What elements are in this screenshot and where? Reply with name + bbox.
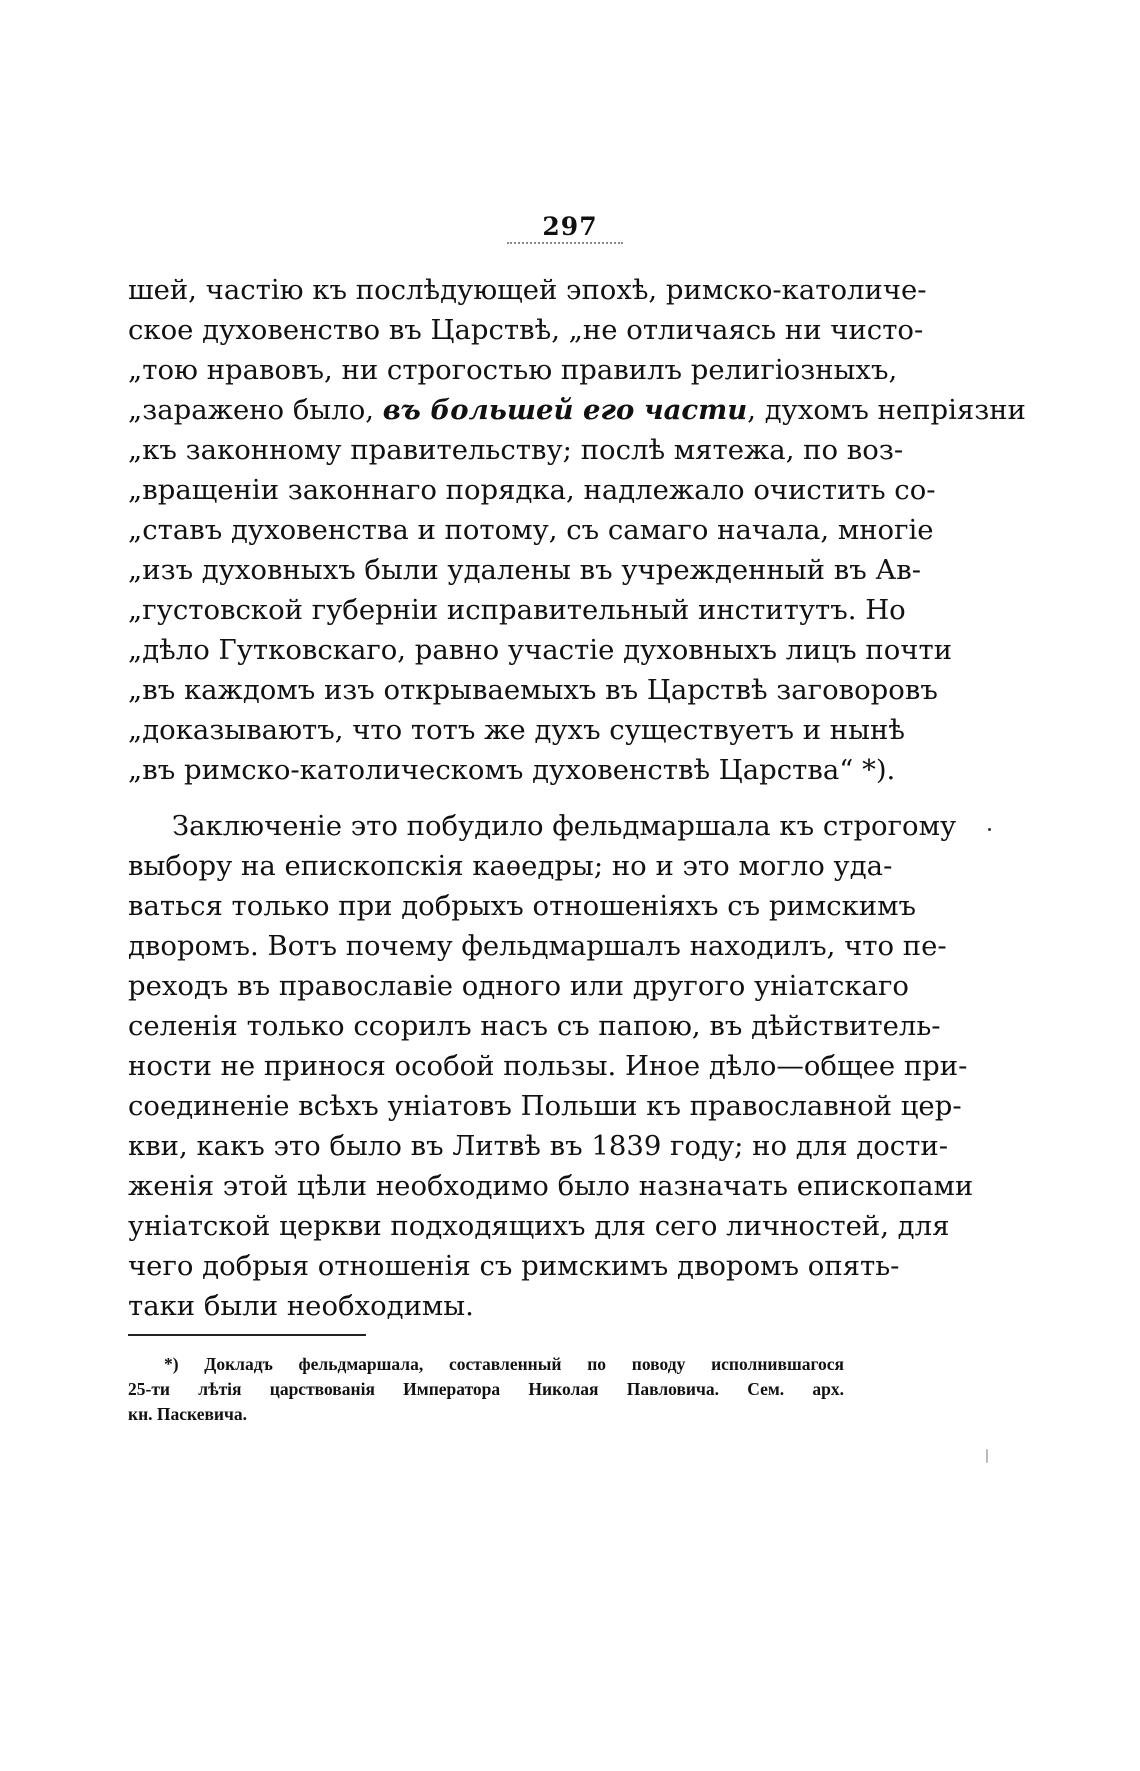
footnote-line: кн. Паскевича. (128, 1404, 247, 1424)
text-line: „дѣло Гутковскаго, равно участіе духовныхъ лицъ почти (128, 634, 953, 666)
text-line: „тою нравовъ, ни строгостью правилъ религіозныхъ, (128, 354, 898, 386)
text-line: кви, какъ это было въ Литвѣ въ 1839 году; но для дости- (128, 1130, 949, 1162)
text-line: „ставъ духовенства и потому, съ самаго начала, многіе (128, 514, 934, 546)
text-line: „густовской губерніи исправительный институтъ. Но (128, 594, 906, 626)
emphasized-phrase: въ большей его части (382, 394, 748, 426)
paragraph-2 (128, 806, 974, 1326)
text-line: „къ законному правительству; послѣ мятежа, по воз- (128, 434, 904, 466)
text-line (128, 390, 1026, 430)
page-number-ornament (507, 242, 623, 244)
footnote (128, 1352, 844, 1427)
scan-speck (986, 1449, 988, 1463)
text-line: „изъ духовныхъ были удалены въ учрежденный въ Ав- (128, 554, 922, 586)
paragraph-1 (128, 270, 1026, 790)
text-line: женія этой цѣли необходимо было назначать епископами (128, 1170, 974, 1202)
text-line: уніатской церкви подходящихъ для сего личностей, для (128, 1210, 950, 1242)
text-line: выбору на епископскія каѳедры; но и это могло уда- (128, 850, 893, 882)
text-line: соединеніе всѣхъ уніатовъ Польши къ православной цер- (128, 1090, 962, 1122)
text-line: ваться только при добрыхъ отношеніяхъ съ римскимъ (128, 890, 917, 922)
text-line: ское духовенство въ Царствѣ, „не отличаясь ни чисто- (128, 314, 924, 346)
text-line: дворомъ. Вотъ почему фельдмаршалъ находилъ, что пе- (128, 930, 947, 962)
footnote-line: *) Докладъ фельдмаршала, составленный по поводу исполнившагося (164, 1354, 844, 1374)
text-line: реходъ въ православіе одного или другого уніатскаго (128, 970, 909, 1002)
text-line: „въ римско-католическомъ духовенствѣ Царства“ *). (128, 754, 896, 786)
text-line: Заключеніе это побудило фельдмаршала къ строгому (172, 810, 957, 842)
text-line: „въ каждомъ изъ открываемыхъ въ Царствѣ заговоровъ (128, 674, 938, 706)
scan-speck (988, 828, 991, 831)
page-number: 297 (542, 212, 598, 241)
text-line: таки были необходимы. (128, 1290, 474, 1322)
text-line: шей, частію къ послѣдующей эпохѣ, римско-католиче- (128, 274, 927, 306)
text-line: „доказываютъ, что тотъ же духъ существуетъ и нынѣ (128, 714, 905, 746)
text-line: селенія только ссорилъ насъ съ папою, въ дѣйствитель- (128, 1010, 941, 1042)
text-segment: , духомъ непріязни (747, 394, 1026, 426)
text-line: чего добрыя отношенія съ римскимъ дворомъ опять- (128, 1250, 900, 1282)
text-segment: „заражено было, (128, 394, 383, 426)
footnote-line: 25-ти лѣтія царствованія Императора Николая Павловича. Сем. арх. (128, 1379, 844, 1399)
footnote-divider (128, 1334, 366, 1336)
main-text (128, 270, 1026, 1326)
text-line: „вращеніи законнаго порядка, надлежало очистить со- (128, 474, 936, 506)
text-line: ности не принося особой пользы. Иное дѣло—общее при- (128, 1050, 968, 1082)
